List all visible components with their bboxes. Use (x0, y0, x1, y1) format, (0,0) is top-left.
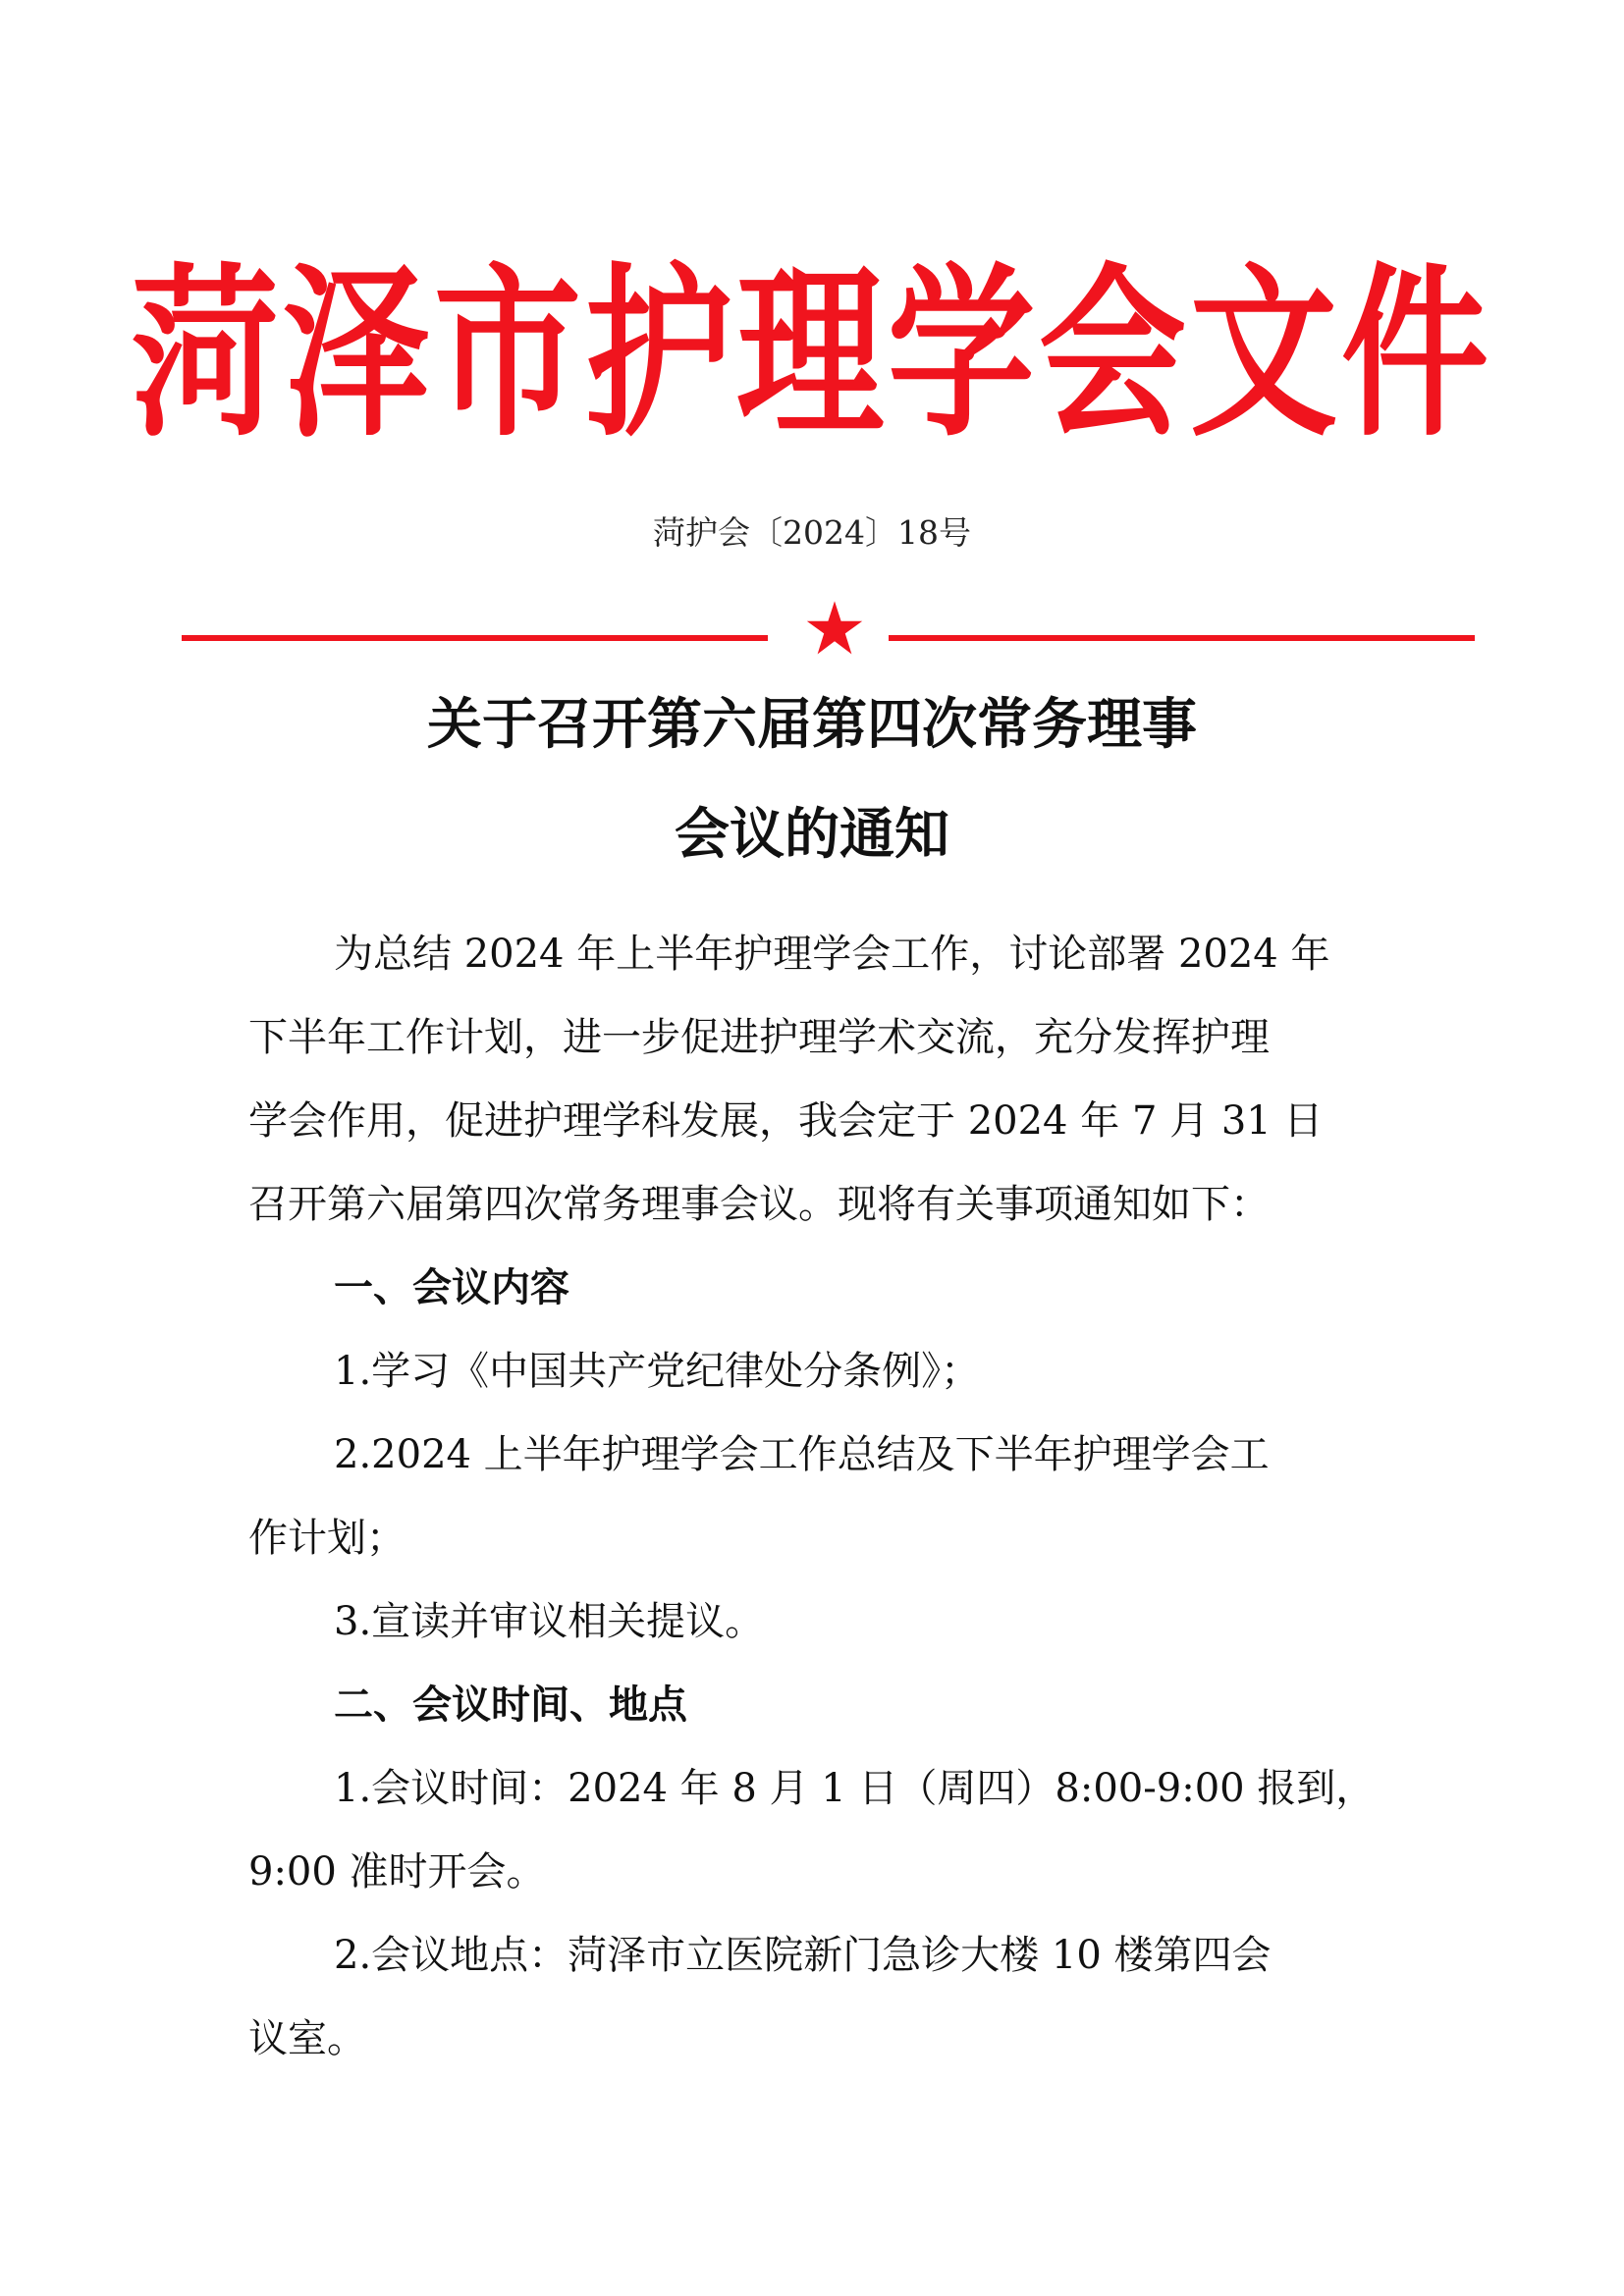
red-divider-left (182, 635, 768, 641)
red-divider-right (889, 635, 1475, 641)
masthead-title: 菏泽市护理学会文件 (131, 248, 1492, 462)
intro-line-2: 下半年工作计划，进一步促进护理学术交流，充分发挥护理 (248, 1015, 1270, 1060)
intro-line-4: 召开第六届第四次常务理事会议。现将有关事项通知如下： (248, 1182, 1270, 1227)
agenda-item-2-line-1: 2.2024 上半年护理学会工作总结及下半年护理学会工 (334, 1432, 1270, 1477)
agenda-item-3: 3.宣读并审议相关提议。 (334, 1599, 765, 1644)
red-star-icon (805, 599, 864, 658)
agenda-item-1: 1.学习《中国共产党纪律处分条例》； (334, 1349, 981, 1394)
agenda-item-2-line-2: 作计划； (248, 1516, 406, 1561)
section-heading-time-place: 二、会议时间、地点 (334, 1682, 687, 1728)
meeting-place-line-1: 2.会议地点：菏泽市立医院新门急诊大楼 10 楼第四会 (334, 1933, 1272, 1978)
intro-line-3: 学会作用，促进护理学科发展，我会定于 2024 年 7 月 31 日 (248, 1098, 1324, 1144)
notice-title-line-1: 关于召开第六届第四次常务理事 (427, 692, 1197, 757)
meeting-time-line-2: 9:00 准时开会。 (248, 1849, 546, 1895)
document-number: 菏护会〔2024〕18号 (653, 513, 971, 552)
notice-title-line-2: 会议的通知 (675, 802, 949, 867)
section-heading-content: 一、会议内容 (334, 1264, 569, 1310)
meeting-time-line-1: 1.会议时间：2024 年 8 月 1 日（周四）8:00-9:00 报到， (334, 1766, 1376, 1811)
meeting-place-line-2: 议室。 (248, 2016, 366, 2061)
intro-line-1: 为总结 2024 年上半年护理学会工作，讨论部署 2024 年 (334, 932, 1330, 977)
